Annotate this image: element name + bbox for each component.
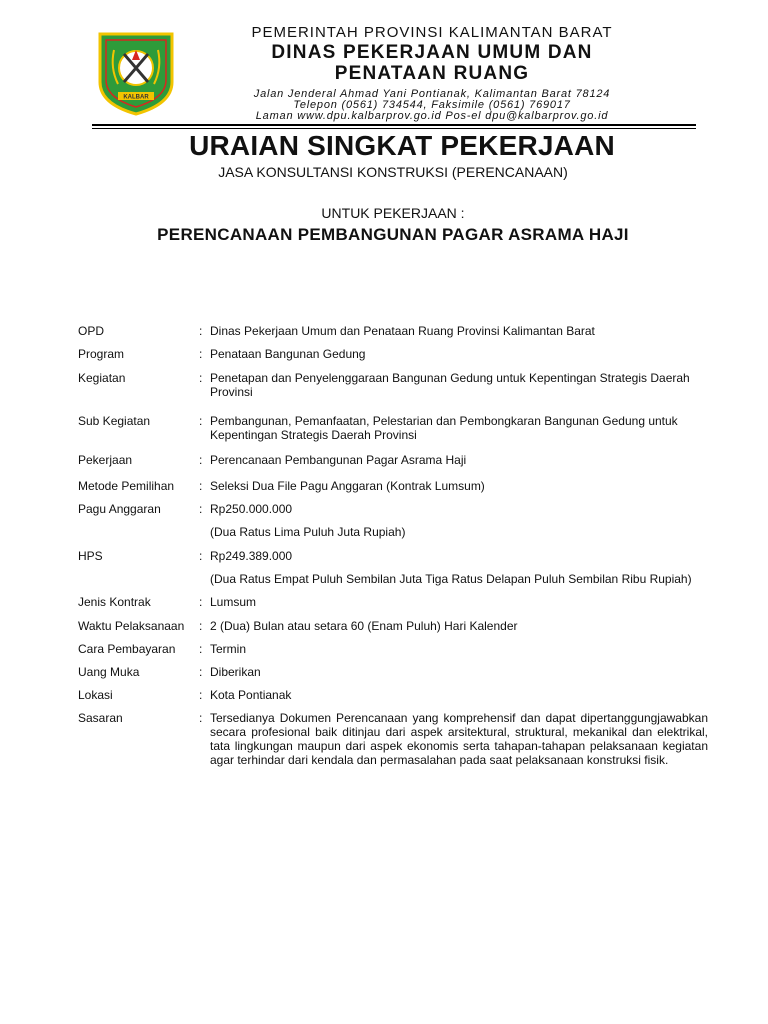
- letterhead-agency-cont: PENATAAN RUANG: [334, 63, 530, 84]
- project-name: PERENCANAAN PEMBANGUNAN PAGAR ASRAMA HAJI: [157, 225, 629, 244]
- letterhead-government: PEMERINTAH PROVINSI KALIMANTAN BARAT: [251, 24, 613, 41]
- detail-value: Rp250.000.000: [210, 502, 293, 516]
- document-subtitle: JASA KONSULTANSI KONSTRUKSI (PERENCANAAN): [218, 164, 568, 180]
- detail-label: Lokasi: [78, 688, 113, 702]
- detail-colon: :: [199, 619, 203, 633]
- detail-colon: :: [199, 665, 203, 679]
- detail-value: Kota Pontianak: [210, 688, 292, 702]
- detail-colon: :: [199, 711, 203, 725]
- letterhead-agency: DINAS PEKERJAAN UMUM DAN: [271, 42, 593, 63]
- detail-colon: :: [199, 347, 203, 361]
- emblem-banner-text: KALBAR: [123, 94, 149, 101]
- detail-value-words: (Dua Ratus Lima Puluh Juta Rupiah): [210, 525, 406, 539]
- detail-label: Pekerjaan: [78, 453, 133, 467]
- detail-value: Penataan Bangunan Gedung: [210, 347, 366, 361]
- detail-colon: :: [199, 371, 203, 385]
- detail-colon: :: [199, 595, 203, 609]
- detail-label: Metode Pemilihan: [78, 479, 175, 493]
- detail-label: Jenis Kontrak: [78, 595, 151, 609]
- detail-value: Diberikan: [210, 665, 261, 679]
- detail-label: Sub Kegiatan: [78, 414, 151, 428]
- letterhead-phone: Telepon (0561) 734544, Faksimile (0561) 769017: [293, 99, 571, 111]
- detail-label: Program: [78, 347, 125, 361]
- letterhead-address: Jalan Jenderal Ahmad Yani Pontianak, Kalimantan Barat 78124: [253, 88, 611, 100]
- detail-colon: :: [199, 549, 203, 563]
- detail-label: Uang Muka: [78, 665, 140, 679]
- project-intro-label: UNTUK PEKERJAAN :: [321, 205, 465, 221]
- letterhead-web: Laman www.dpu.kalbarprov.go.id Pos-el dpu@kalbarprov.go.id: [255, 110, 609, 122]
- detail-colon: :: [199, 324, 203, 338]
- detail-label: Waktu Pelaksanaan: [78, 619, 185, 633]
- detail-value: Lumsum: [210, 595, 257, 609]
- detail-label: Pagu Anggaran: [78, 502, 161, 516]
- detail-label: Kegiatan: [78, 371, 126, 385]
- detail-value: Pembangunan, Pemanfaatan, Pelestarian dan Pembongkaran Bangunan Gedung untuk Kepentingan Strategis Daerah Provinsi: [210, 414, 678, 442]
- detail-label: HPS: [78, 549, 103, 563]
- detail-colon: :: [199, 414, 203, 428]
- detail-colon: :: [199, 688, 203, 702]
- detail-value: Termin: [210, 642, 247, 656]
- detail-label: Sasaran: [78, 711, 123, 725]
- detail-label: OPD: [78, 324, 105, 338]
- detail-colon: :: [199, 502, 203, 516]
- detail-value: Perencanaan Pembangunan Pagar Asrama Haji: [210, 453, 467, 467]
- detail-colon: :: [199, 642, 203, 656]
- document-title: URAIAN SINGKAT PEKERJAAN: [189, 130, 615, 161]
- detail-value: Dinas Pekerjaan Umum dan Penataan Ruang Provinsi Kalimantan Barat: [210, 324, 595, 338]
- detail-value-words: (Dua Ratus Empat Puluh Sembilan Juta Tiga Ratus Delapan Puluh Sembilan Ribu Rupiah): [210, 572, 692, 586]
- detail-value: 2 (Dua) Bulan atau setara 60 (Enam Puluh) Hari Kalender: [210, 619, 518, 633]
- detail-colon: :: [199, 479, 203, 493]
- detail-label: Cara Pembayaran: [78, 642, 176, 656]
- detail-value: Tersedianya Dokumen Perencanaan yang komprehensif dan dapat dipertanggungjawabkan secara profesional baik ditinjau dari aspek arsitektural, struktural, mekanikal dan elektrikal, tata lingkungan maupun dari aspek ekonomis serta tahapan-tahapan pelaksanaan kegiatan agar terhindar dari kendala dan permasalahan pada saat pelaksanaan konstruksi fisik.: [210, 711, 708, 767]
- detail-colon: :: [199, 453, 203, 467]
- detail-value: Penetapan dan Penyelenggaraan Bangunan Gedung untuk Kepentingan Strategis Daerah Provinsi: [210, 371, 690, 399]
- detail-value: Seleksi Dua File Pagu Anggaran (Kontrak Lumsum): [210, 479, 485, 493]
- detail-value: Rp249.389.000: [210, 549, 293, 563]
